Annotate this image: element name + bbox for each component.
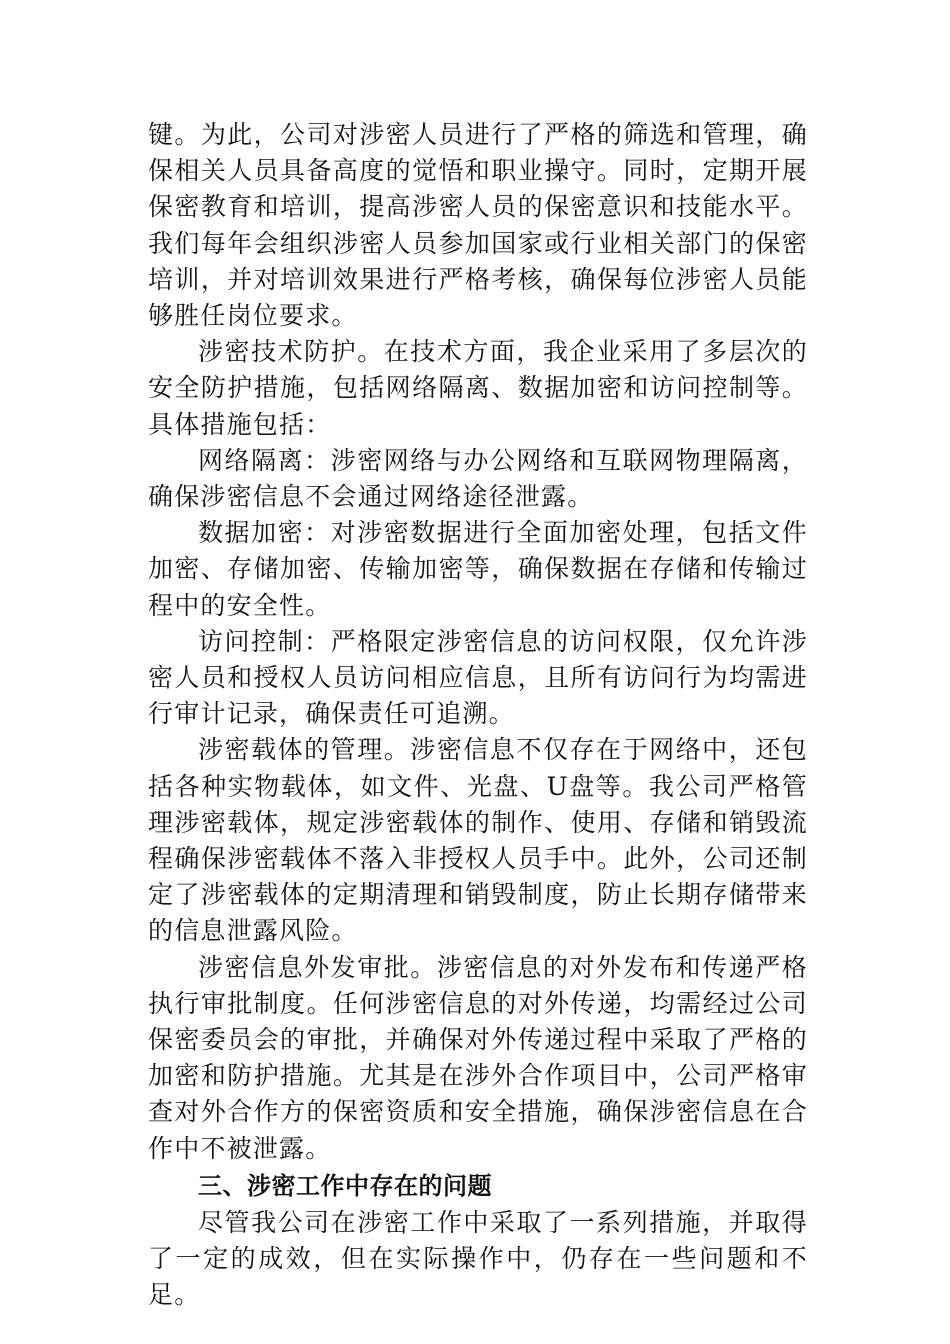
paragraph-technical-protection: 涉密技术防护。在技术方面，我企业采用了多层次的安全防护措施，包括网络隔离、数据加密和访问控制等。具体措施包括：: [148, 337, 808, 439]
document-page: [148, 117, 808, 1314]
paragraph-carrier-management: 涉密载体的管理。涉密信息不仅存在于网络中，还包括各种实物载体，如文件、光盘、U盘等。我公司严格管理涉密载体，规定涉密载体的制作、使用、存储和销毁流程确保涉密载体不落入非授权人员手中。此外，公司还制定了涉密载体的定期清理和销毁制度，防止长期存储带来的信息泄露风险。: [148, 735, 808, 946]
paragraph-personnel-management: 键。为此，公司对涉密人员进行了严格的筛选和管理，确保相关人员具备高度的觉悟和职业操守。同时，定期开展保密教育和培训，提高涉密人员的保密意识和技能水平。我们每年会组织涉密人员参加国家或行业相关部门的保密培训，并对培训效果进行严格考核，确保每位涉密人员能够胜任岗位要求。: [148, 120, 808, 331]
paragraph-data-encryption: 数据加密：对涉密数据进行全面加密处理，包括文件加密、存储加密、传输加密等，确保数据在存储和传输过程中的安全性。: [148, 518, 808, 620]
paragraph-problems-intro: 尽管我公司在涉密工作中采取了一系列措施，并取得了一定的成效，但在实际操作中，仍存在一些问题和不足。: [148, 1207, 808, 1310]
paragraph-external-approval: 涉密信息外发审批。涉密信息的对外发布和传递严格执行审批制度。任何涉密信息的对外传递，均需经过公司保密委员会的审批，并确保对外传递过程中采取了严格的加密和防护措施。尤其是在涉外合作项目中，公司严格审查对外合作方的保密资质和安全措施，确保涉密信息在合作中不被泄露。: [148, 952, 808, 1163]
section-heading: 三、涉密工作中存在的问题: [198, 1171, 492, 1200]
paragraph-access-control: 访问控制：严格限定涉密信息的访问权限，仅允许涉密人员和授权人员访问相应信息，且所有访问行为均需进行审计记录，确保责任可追溯。: [148, 626, 808, 729]
paragraph-network-isolation: 网络隔离：涉密网络与办公网络和互联网物理隔离，确保涉密信息不会通过网络途径泄露。: [148, 445, 808, 512]
